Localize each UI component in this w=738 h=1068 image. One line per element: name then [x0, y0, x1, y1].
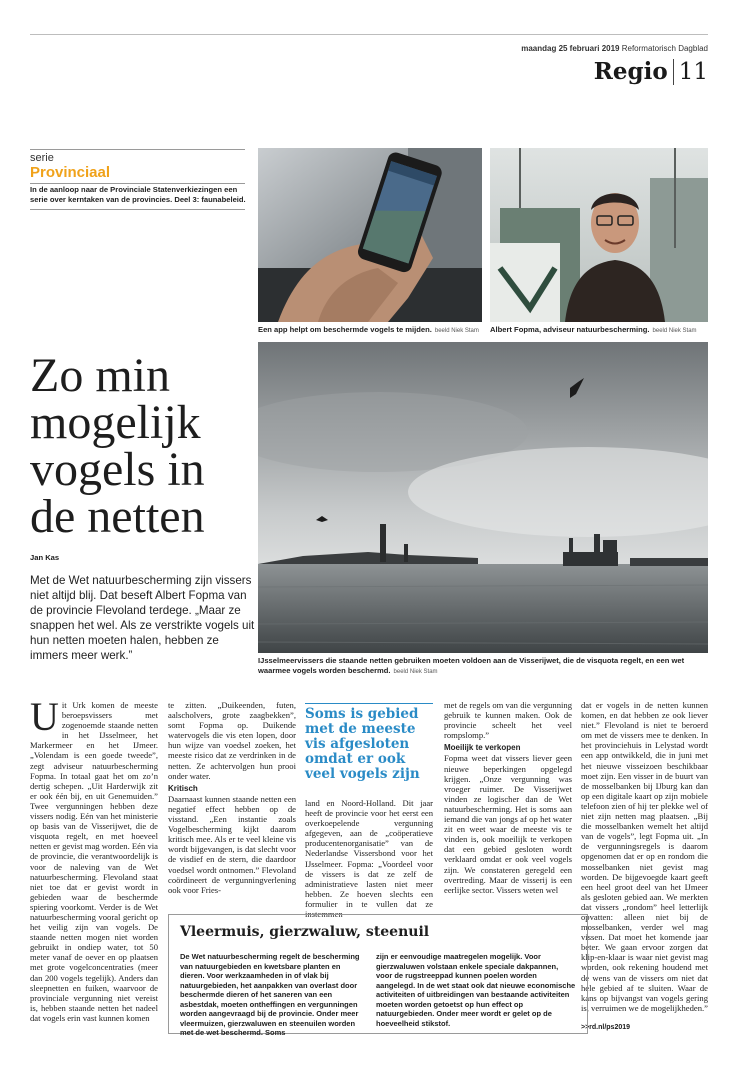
caption-phone: [258, 325, 482, 336]
section-divider: [673, 59, 674, 85]
issue-date: maandag 25 februari 2019: [521, 44, 620, 53]
caption-lake: [258, 656, 708, 677]
photo-albert-fopma: [490, 148, 708, 322]
caption-phone-credit: beeld Niek Stam: [434, 328, 479, 334]
column-2-text-b: Daarnaast kunnen staande netten een negatief effect hebben op de visstand. „Een instantie zoals Vogelbescherming kijkt daarom kritisch mee. Als er te veel kleine vis wordt bijgevangen, is dat slecht voor de visdief en de stern, die daardoor voedsel wordt ontnomen.” Flevoland coördineert de vergunningverlening ook voor Fries-: [168, 793, 296, 895]
column-5-text: dat er vogels in de netten kunnen komen, en dat hebben ze ook liever niet.” Flevoland is niet te beroerd om met de vissers mee te denken. In het provinciehuis in Lelystad wordt een app ontwikkeld, die in juni met het nieuwe visseizoen beschikbaar moet zijn. Een visser in de buurt van de mosselbanken bij IJburg kan dan op een digitale kaart op zijn mobiele telefoon zien of hij ter plekke wel of niet zijn netten mag plaatsen. „Bij die mosselbanken wemelt het altijd van de vogels”, legt Fopma uit. „In de vergunningsregels is daarom opgenomen dat er op en rondom die mosselbanken niet gevist mag worden. De bijgevoegde kaart geeft een heel groot deel van het IJmeer als gesloten gebied aan. We merkten dat vissers „rondom” heel letterlijk opvatten: alleen niet bij de mosselbanken, verder wel mag vissen. Dat moet het komende jaar beter. We gaan ervoor zorgen dat klip-en-klaar is waar niet gevist mag worden, ook rekening houdend met de wens van de vissers om niet dat hele gebied af te sluiten. Waar de kans op bijvangst van vogels gering is, verruimen we de mogelijkheden.”: [581, 700, 708, 1013]
byline: Jan Kas: [30, 553, 60, 562]
section-heading: [594, 58, 708, 85]
info-box-column-2: zijn er eenvoudige maatregelen mogelijk. Voor gierzwaluwen volstaan enkele speciale dakpannen, voor de rugstreeppad kunnen poelen worden aangelegd. In de wet staat ook dat nieuwe economische activiteiten of uitbreidingen van bestaande activiteiten moeten worden getoetst op hun effect op natuurgebieden. Onder meer wordt er gelet op de hoeveelheid stikstof.: [376, 952, 576, 1028]
article-column-5: [581, 700, 708, 1013]
caption-portrait-credit: beeld Niek Stam: [652, 328, 697, 334]
subhead-moeilijk: Moeilijk te verkopen: [444, 743, 521, 753]
lake-image: [258, 342, 708, 653]
page-number: 11: [678, 58, 708, 85]
article-column-3: [305, 798, 433, 919]
article-column-1: [30, 694, 158, 1023]
column-2-text-a: te zitten. „Duikeenden, futen, aalscholvers, grote zaagbekken”, somt Fopma op. Duikende watervogels die vis eten lopen, door hun wijze van voedsel zoeken, het meeste risico dat ze verdrinken in de netten. Ze achtervolgen hun prooi onder water.: [168, 700, 296, 781]
web-link[interactable]: >>rd.nl/ps2019: [581, 1024, 631, 1031]
section-name: Regio: [593, 58, 668, 85]
dropcap: U: [30, 694, 59, 739]
serie-mid-rule: [30, 183, 245, 184]
serie-bottom-rule: [30, 209, 245, 210]
photo-ijsselmeer: [258, 342, 708, 653]
column-4-text-a: met de regels om van die vergunning gebruik te kunnen maken. Ook de provincie scheelt het veel rompslomp.”: [444, 700, 572, 741]
article-column-2: [168, 700, 296, 895]
phone-app-image: [258, 148, 482, 322]
caption-lake-text: IJsselmeervissers die staande netten gebruiken moeten voldoen aan de Visserijwet, die de visquota regelt, en een wet waarmee vogels worden beschermd.: [258, 656, 685, 675]
caption-phone-text: Een app helpt om beschermde vogels te mijden.: [258, 325, 432, 334]
caption-portrait: [490, 325, 708, 336]
column-1-text: it Urk komen de meeste beroepsvissers met zogenoemde staande netten in het IJsselmeer, het Markermeer en het IJmeer. „Volendam is een goede tweede”, zegt adviseur natuurbescherming Fopma. In totaal gaat het om zo’n dertig schepen. „Uit Harderwijk zit er ook één bij, en uit Genemuiden.” Twee vergunningen hebben deze vissers nodig. Eén van het ministerie op basis van de Visserijwet, die de visquota regelt, en met hoeveel netten er gevist mag worden. Eén via de provincie, die verantwoordelijk is voor de naleving van de Wet natuurbescherming. Flevoland staat niet toe dat er gevist wordt in gebieden waar de beschermde spiering voorkomt. Verder is de Wet natuurbescherming vooral gericht op het veilig zijn van vogels. De staande netten mogen niet worden gebruikt in ondiep water, tot 50 meter vanaf de oever en op plaatsen met grote vogelconcentraties (meer dan 200 vogels tegelijk). Anders dan sleepnetten en fuiken, waarvoor de provinciale vergunning niet vereist is, hebben staande netten het nadeel dat vogels erin vast kunnen komen: [30, 700, 158, 1023]
portrait-image: [490, 148, 708, 322]
info-box-column-1: De Wet natuurbescherming regelt de bescherming van natuurgebieden en kwetsbare planten en dieren. Voor werkzaamheden in of vlak bij natuurgebieden, het aanpakken van overlast door beschermde dieren of het saneren van een asbestdak, moeten ontheffingen en vergunningen worden aangevraagd bij de provincie. Onder meer vleermuizen, gierzwaluwen en steenuilen worden met de wet beschermd. Soms: [180, 952, 360, 1037]
paper-name: Reformatorisch Dagblad: [621, 44, 708, 53]
serie-title: Provinciaal: [30, 164, 111, 181]
serie-description: In de aanloop naar de Provinciale Statenverkiezingen een serie over kerntaken van de provincies. Deel 3: faunabeleid.: [30, 185, 246, 204]
article-headline: Zo min mogelijk vogels in de netten: [30, 349, 205, 543]
caption-portrait-text: Albert Fopma, adviseur natuurbescherming.: [490, 325, 650, 334]
photo-phone-app: [258, 148, 482, 322]
subhead-kritisch: Kritisch: [168, 783, 198, 793]
article-column-4: [444, 700, 572, 895]
quote-top-rule: [305, 703, 433, 704]
serie-label: serie: [30, 152, 54, 164]
pull-quote: Soms is gebied met de meeste vis afgesloten omdat er ook veel vogels zijn: [305, 706, 420, 782]
column-4-text-b: Fopma weet dat vissers liever geen nieuwe beperkingen opgelegd krijgen. „Onze vergunning was vroeger ruimer. De Visserijwet vinden ze logischer dan de Wet natuurbescherming. Het is soms aan iemand die van jongs af op het water zit en weet waar de meeste vis te vinden is, ook moeilijk te verkopen dat een gebied gesloten wordt verklaard omdat er ook veel vogels zijn. We constateren geregeld een overtreding. Maar de visserij is een eerlijke sector. Vissers weten wel: [444, 753, 572, 895]
info-box-title: Vleermuis, gierzwaluw, steenuil: [180, 924, 430, 940]
column-3-text: land en Noord-Holland. Dit jaar heeft de provincie voor het eerst een overkoepelende vergunning afgegeven, aan de „coöperatieve producentenorganisatie” van de Nederlandse Vissersbond voor het IJsselmeer. Fopma: „Voordeel voor de vissers is dat ze zelf de administratieve lasten niet meer hebben. Ze hoeven slechts een formulier in te vullen dat ze instemmen: [305, 798, 433, 920]
top-rule: [30, 34, 708, 35]
caption-lake-credit: beeld Niek Stam: [393, 669, 438, 675]
article-lead: Met de Wet natuurbescherming zijn vissers niet altijd blij. Dat beseft Albert Fopma van de provincie Flevoland terdege. „Maar ze snappen het wel. Als ze verstrikte vogels uit hun netten moeten halen, hebben ze immers meer werk.”: [30, 574, 255, 662]
header-dateline: [521, 44, 708, 53]
serie-top-rule: [30, 149, 245, 150]
